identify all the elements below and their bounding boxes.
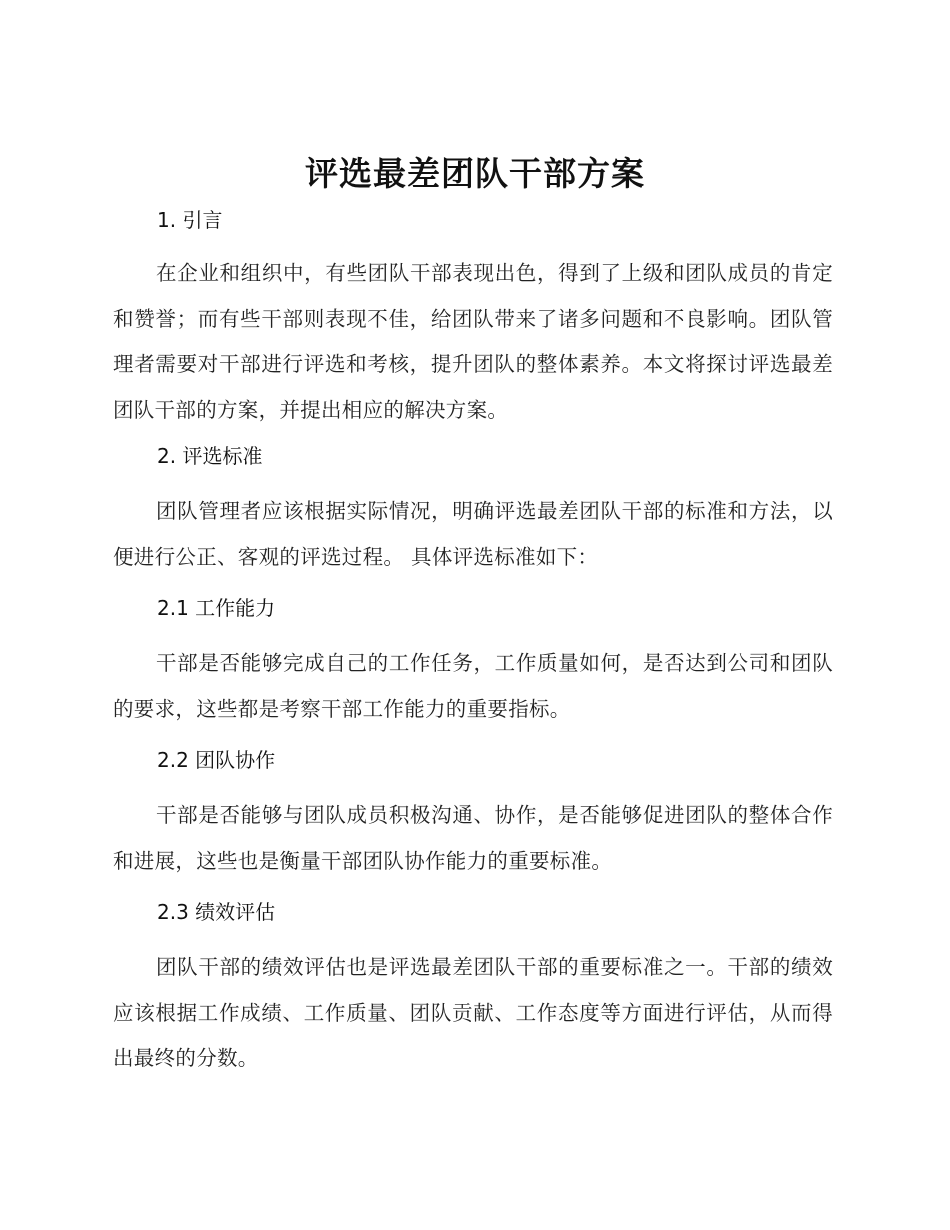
section-heading-work-ability: 2.1 工作能力	[157, 596, 276, 620]
section-paragraph-introduction: 在企业和组织中，有些团队干部表现出色，得到了上级和团队成员的肯定和赞誉；而有些干部则表现不佳，给团队带来了诸多问题和不良影响。团队管理者需要对干部进行评选和考核，提升团队的整体素养。本文将探讨评选最差团队干部的方案，并提出相应的解决方案。	[113, 261, 833, 422]
section-paragraph-criteria: 团队管理者应该根据实际情况，明确评选最差团队干部的标准和方法，以便进行公正、客观的评选过程。 具体评选标准如下：	[113, 499, 833, 569]
section-heading-teamwork: 2.2 团队协作	[157, 748, 276, 772]
section-paragraph-performance: 团队干部的绩效评估也是评选最差团队干部的重要标准之一。干部的绩效应该根据工作成绩、工作质量、团队贡献、工作态度等方面进行评估，从而得出最终的分数。	[113, 955, 833, 1070]
section-heading-criteria: 2. 评选标准	[157, 444, 263, 468]
section-paragraph-teamwork: 干部是否能够与团队成员积极沟通、协作，是否能够促进团队的整体合作和进展，这些也是衡量干部团队协作能力的重要标准。	[113, 803, 833, 873]
document-title: 评选最差团队干部方案	[305, 154, 645, 193]
section-heading-performance: 2.3 绩效评估	[157, 900, 276, 924]
section-heading-introduction: 1. 引言	[157, 208, 223, 232]
section-paragraph-work-ability: 干部是否能够完成自己的工作任务，工作质量如何，是否达到公司和团队的要求，这些都是考察干部工作能力的重要指标。	[113, 651, 833, 721]
